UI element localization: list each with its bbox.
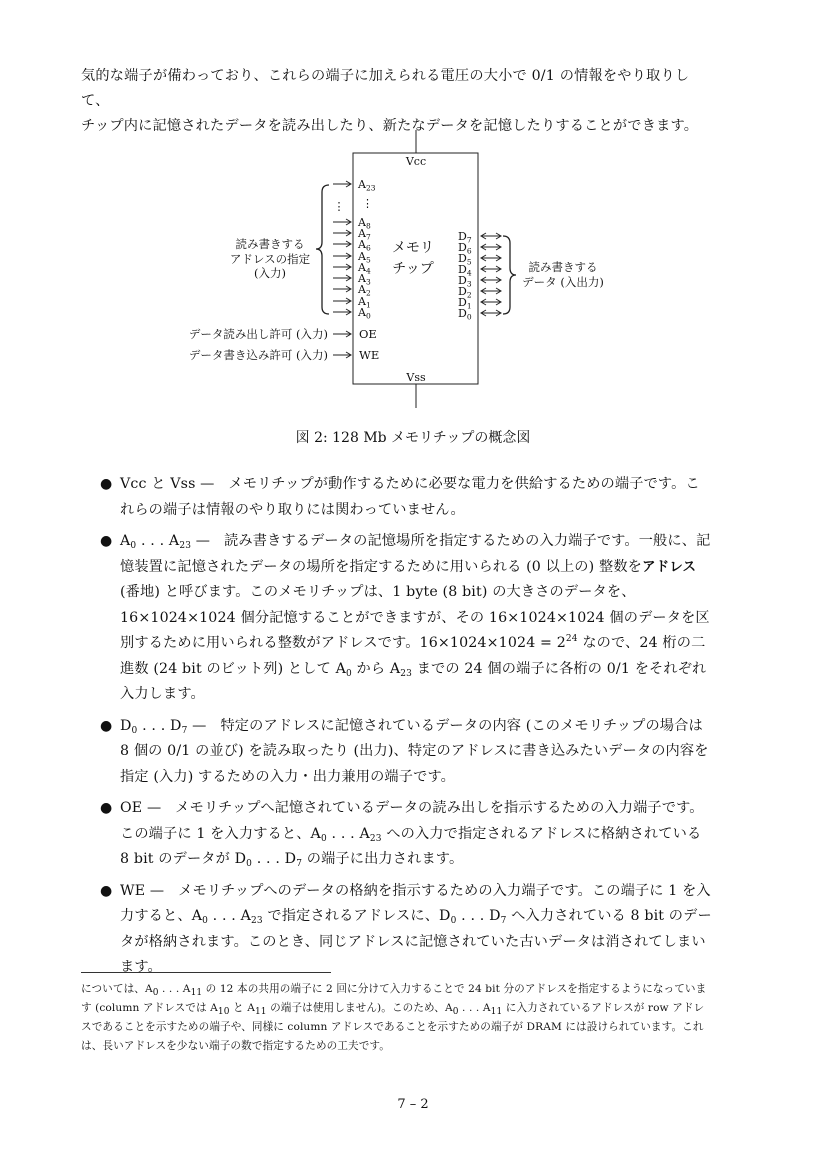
pin-description-list [90, 472, 714, 987]
right-brace [503, 236, 516, 314]
term-we: WE — [120, 882, 165, 899]
vcc-label: Vcc [405, 155, 427, 168]
right-brace-label-1: 読み書きする [528, 260, 598, 274]
data-pin-label-d5: $D_5$ [458, 252, 472, 267]
term-address: $A_0$ . . . $A_{23}$ — [120, 533, 211, 551]
address-pin-label-a0: $A_0$ [358, 306, 371, 321]
bullet-icon: ● [100, 476, 113, 492]
desc-vcc-vss: メモリチップが動作するために必要な電力を供給するための端子です。これらの端子は情報のやり取りには関わっていません。 [120, 476, 700, 518]
left-brace-label-2: アドレスの指定 [229, 252, 311, 266]
desc-we: メモリチップへのデータの格納を指示するための入力端子です。この端子に 1 を入力すると、$A_0$ . . . $A_{23}$ で指定されるアドレスに、$D_0$ . . . $D_7$ へ入力されている 8 bit のデータが格納されます。このとき、同じアドレスに記憶されていた古いデータは消されてしまいます。 [120, 882, 712, 975]
desc-data: 特定のアドレスに記憶されているデータの内容 (このメモリチップの場合は 8 個の 0/1 の並び) を読み取ったり (出力)、特定のアドレスに書き込みたいデータの内容を指定 (入力) するための入力・出力兼用の端子です。 [120, 717, 709, 785]
intro-line-1: 気的な端子が備わっており、これらの端子に加えられる電圧の大小で 0/1 の情報をやり取りして、 [81, 68, 690, 109]
term-data: $D_0$ . . . $D_7$ — [120, 717, 207, 736]
desc-address: 読み書きするデータの記憶場所を指定するための入力端子です。一般に、記憶装置に記憶されたデータの場所を指定するために用いられる (0 以上の) 整数をアドレス (番地) と呼びます。このメモリチップは、1 byte (8 bit) の大きさのデータを、16×1024×1024 個分記憶することができますが、その 16×1024×1024 個のデータを区別するために用いられる整数がアドレスです。$16\times 1024\times 1024 = 2^{24}$ なので、24 桁の二進数 (24 bit のビット列) として $A_0$ から $A_{23}$ までの 24 個の端子に各桁の 0/1 をそれぞれ入力します。 [120, 533, 711, 702]
address-pin-label-a4: $A_4$ [358, 261, 371, 276]
intro-line-2: チップ内に記憶されたデータを読み出したり、新たなデータを記憶したりすることができます。 [81, 118, 699, 134]
address-pin-label-a1: $A_1$ [358, 295, 371, 310]
data-pin-label-d2: $D_2$ [458, 285, 472, 300]
chip-label-2: チップ [392, 261, 434, 277]
term-oe: OE — [120, 800, 162, 816]
address-pin-label-a7: $A_7$ [358, 227, 371, 242]
bullet-icon: ● [100, 800, 113, 816]
address-pin-vdots: ⋮ [362, 197, 373, 210]
desc-oe: メモリチップへ記憶されているデータの読み出しを指示するための入力端子です。この端子に 1 を入力すると、$A_0$ . . . $A_{23}$ への入力で指定されるアドレスに格納されている 8 bit のデータが $D_0$ . . . $D_7$ の端子に出力されます。 [120, 800, 704, 869]
left-brace-label-1: 読み書きする [235, 237, 305, 251]
left-brace [316, 185, 329, 314]
address-pin-label-a2: $A_2$ [358, 283, 371, 298]
data-pin-label-d1: $D_1$ [458, 296, 472, 311]
right-brace-label-2: データ (入出力) [522, 275, 604, 289]
figure-caption: 図 2: 128 Mb メモリチップの概念図 [295, 430, 531, 446]
data-pin-label-d0: $D_0$ [458, 307, 472, 322]
bullet-icon: ● [100, 717, 113, 734]
data-pin-label-d6: $D_6$ [458, 241, 472, 256]
left-vdots: ⋮ [333, 200, 345, 213]
data-pin-label-d7: $D_7$ [458, 230, 472, 245]
address-pin-label-a8: $A_8$ [358, 216, 371, 231]
vss-label: Vss [406, 371, 426, 384]
chip-label-1: メモリ [392, 240, 434, 256]
data-pin-label-d4: $D_4$ [458, 263, 472, 278]
we-label: データ書き込み許可 (入力) [188, 348, 328, 362]
data-pin-label-d3: $D_3$ [458, 274, 472, 289]
data-pins [458, 230, 501, 322]
memory-chip-diagram [0, 0, 826, 420]
list-item-we [90, 879, 714, 981]
oe-pin: OE [359, 327, 377, 341]
address-pin-label-a23: $A_{23}$ [358, 178, 376, 193]
left-brace-label-3: (入力) [254, 266, 286, 280]
list-item-oe [90, 796, 714, 873]
bullet-icon: ● [100, 533, 113, 549]
bullet-icon: ● [100, 882, 113, 899]
address-pin-label-a6: $A_6$ [358, 238, 371, 253]
oe-label: データ読み出し許可 (入力) [188, 327, 328, 341]
we-pin: WE [359, 348, 380, 362]
footnote: については、$A_0$ . . . $A_{11}$ の 12 本の共用の端子に 2 回に分けて入力することで 24 bit 分のアドレスを指定するようになっています (column アドレスでは $A_{10}$ と $A_{11}$ の端子は使用しません)。このため、$A_0$ . . . $A_{11}$ に入力されているアドレスが row アドレスであることを示すための端子や、同様に column アドレスであることを示すための端子が DRAM には設けられています。これは、長いアドレスを少ない端子の数で指定するための工夫です。 [81, 983, 707, 1052]
address-pin-label-a3: $A_3$ [358, 272, 371, 287]
term-vcc-vss: Vcc と Vss — [120, 476, 215, 492]
list-item-address [90, 529, 714, 708]
footnote-rule [81, 972, 331, 973]
emph-address: アドレス [642, 558, 697, 575]
list-item-data [90, 714, 714, 791]
page-number: 7 – 2 [397, 1097, 429, 1112]
address-pin-label-a5: $A_5$ [358, 250, 371, 265]
list-item-vcc-vss [90, 472, 714, 523]
